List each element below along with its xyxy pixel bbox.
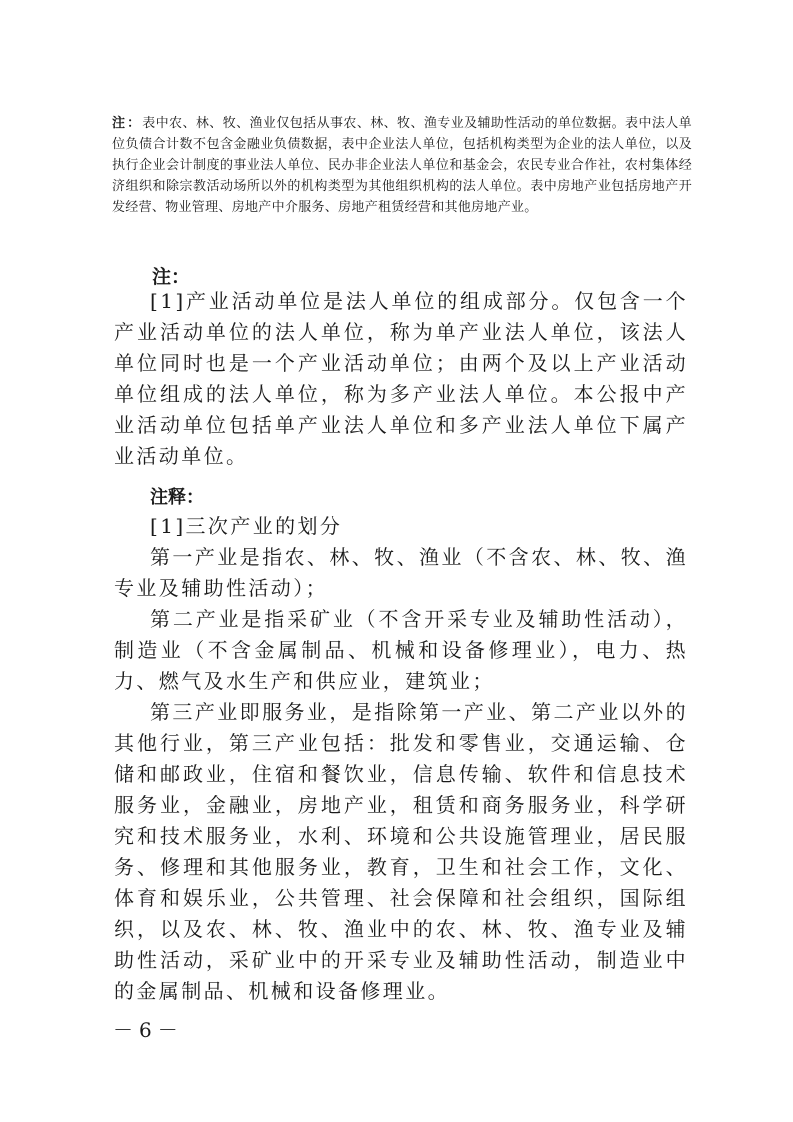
table-footnote-text: 表中农、林、牧、渔业仅包括从事农、林、牧、渔专业及辅助性活动的单位数据。表中法人单位负债合计数不包含金融业负债数据，表中企业法人单位，包括机构类型为企业的法人单位，以及执行企业会计制度的事业法人单位、民办非企业法人单位和基金会，农民专业合作社，农村集体经济组织和除宗教活动场所以外的机构类型为其他组织机构的法人单位。表中房地产业包括房地产开发经营、物业管理、房地产中介服务、房地产租赁经营和其他房地产业。 bbox=[112, 116, 692, 215]
note-heading: 注： bbox=[152, 266, 191, 288]
table-footnote bbox=[112, 113, 692, 218]
note-body bbox=[114, 286, 688, 472]
annotation-paragraph-tertiary: 第三产业即服务业，是指除第一产业、第二产业以外的其他行业，第三产业包括：批发和零售业，交通运输、仓储和邮政业，住宿和餐饮业，信息传输、软件和信息技术服务业，金融业，房地产业，租赁和商务服务业，科学研究和技术服务业，水利、环境和公共设施管理业，居民服务、修理和其他服务业，教育，卫生和社会工作，文化、体育和娱乐业，公共管理、社会保障和社会组织，国际组织，以及农、林、牧、渔业中的农、林、牧、渔专业及辅助性活动，采矿业中的开采专业及辅助性活动，制造业中的金属制品、机械和设备修理业。 bbox=[114, 700, 688, 1003]
annotation-paragraph-title: [1]三次产业的划分 bbox=[150, 514, 343, 538]
page-number: －6－ bbox=[113, 1018, 184, 1042]
annotation-body bbox=[114, 511, 688, 1007]
annotation-heading: 注释： bbox=[150, 487, 204, 508]
annotation-paragraph-primary: 第一产业是指农、林、牧、渔业（不含农、林、牧、渔专业及辅助性活动）； bbox=[114, 545, 688, 600]
note-paragraph: [1]产业活动单位是法人单位的组成部分。仅包含一个产业活动单位的法人单位，称为单产业法人单位，该法人单位同时也是一个产业活动单位；由两个及以上产业活动单位组成的法人单位，称为多产业法人单位。本公报中产业活动单位包括单产业法人单位和多产业法人单位下属产业活动单位。 bbox=[114, 289, 688, 468]
table-footnote-label: 注： bbox=[112, 116, 143, 131]
annotation-paragraph-secondary: 第二产业是指采矿业（不含开采专业及辅助性活动），制造业（不含金属制品、机械和设备修理业），电力、热力、燃气及水生产和供应业，建筑业； bbox=[114, 607, 688, 693]
